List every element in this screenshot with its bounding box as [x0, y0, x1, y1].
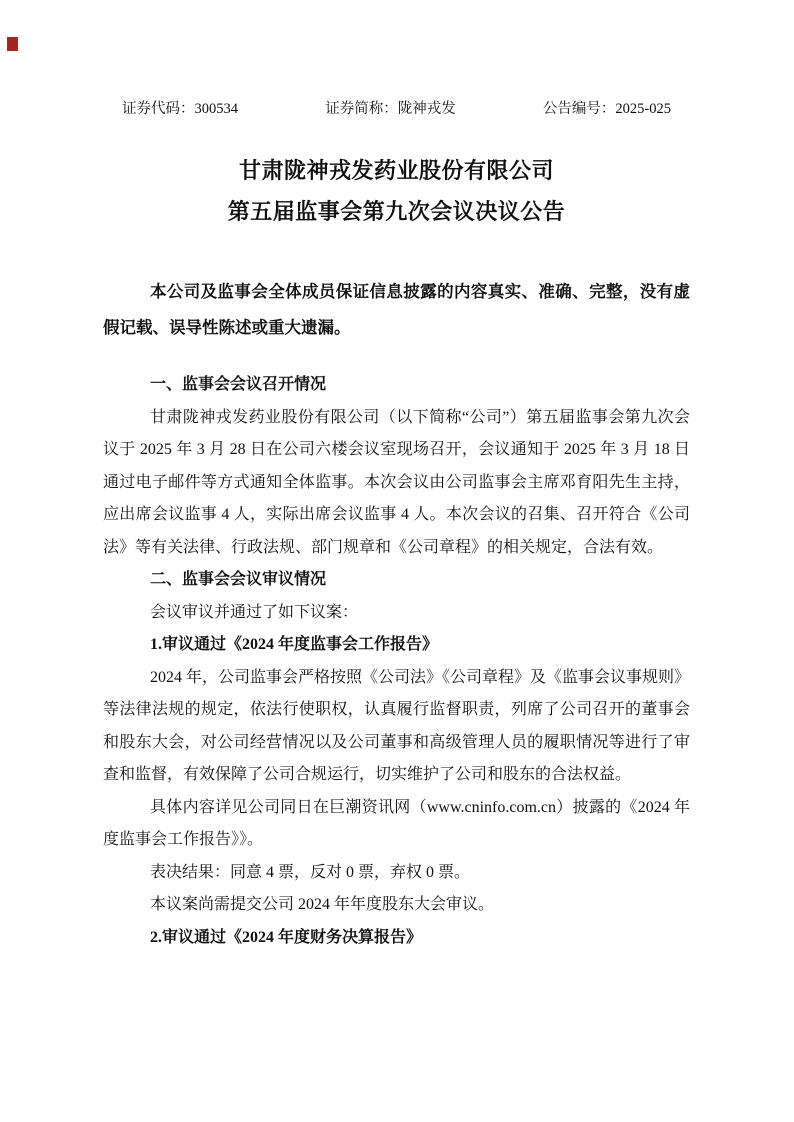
item1-vote-result: 表决结果：同意 4 票，反对 0 票，弃权 0 票。 [150, 863, 471, 881]
section1-paragraph: 甘肃陇神戎发药业股份有限公司（以下简称“公司”）第五届监事会第九次会议于 2025 年 3 月 28 日在公司六楼会议室现场召开，会议通知于 2025 年 3 月 18 日通过电子邮件等方式通知全体监事。本次会议由公司监事会主席邓育阳先生主持，应出席会议监事 4 人，实际出席会议监事 4 人。本次会议的召集、召开符合《公司法》等有关法律、行政法规、部门规章和《公司章程》的相关规定，合法有效。 [103, 408, 690, 556]
declaration-paragraph: 本公司及监事会全体成员保证信息披露的内容真实、准确、完整，没有虚假记载、误导性陈述或重大遗漏。 [103, 282, 690, 337]
stock-short-name: 证券简称：陇神戎发 [325, 101, 456, 117]
section2-heading: 二、监事会会议审议情况 [150, 571, 327, 588]
stock-code: 证券代码：300534 [122, 101, 238, 117]
section1-heading: 一、监事会会议召开情况 [150, 376, 327, 393]
item1-heading: 1.审议通过《2024 年度监事会工作报告》 [150, 636, 439, 653]
document-header [103, 100, 690, 119]
item1-note: 本议案尚需提交公司 2024 年年度股东大会审议。 [150, 896, 495, 913]
company-name-title: 甘肃陇神戎发药业股份有限公司 [238, 158, 554, 183]
item1-paragraph1: 2024 年，公司监事会严格按照《公司法》《公司章程》及《监事会议事规则》等法律法规的规定，依法行使职权，认真履行监督职责，列席了公司召开的董事会和股东大会，对公司经营情况以及公司董事和高级管理人员的履职情况等进行了审查和监督，有效保障了公司合规运行，切实维护了公司和股东的合法权益。 [103, 668, 691, 783]
announcement-number: 公告编号：2025-025 [542, 101, 671, 117]
item1-paragraph2: 具体内容详见公司同日在巨潮资讯网（www.cninfo.com.cn）披露的《2024 年度监事会工作报告》》。 [103, 798, 690, 848]
red-annotation-mark [7, 37, 18, 51]
section2-intro: 会议审议并通过了如下议案： [150, 603, 359, 621]
item2-heading: 2.审议通过《2024 年度财务决算报告》 [150, 928, 423, 946]
announcement-title: 第五届监事会第九次会议决议公告 [227, 199, 566, 224]
